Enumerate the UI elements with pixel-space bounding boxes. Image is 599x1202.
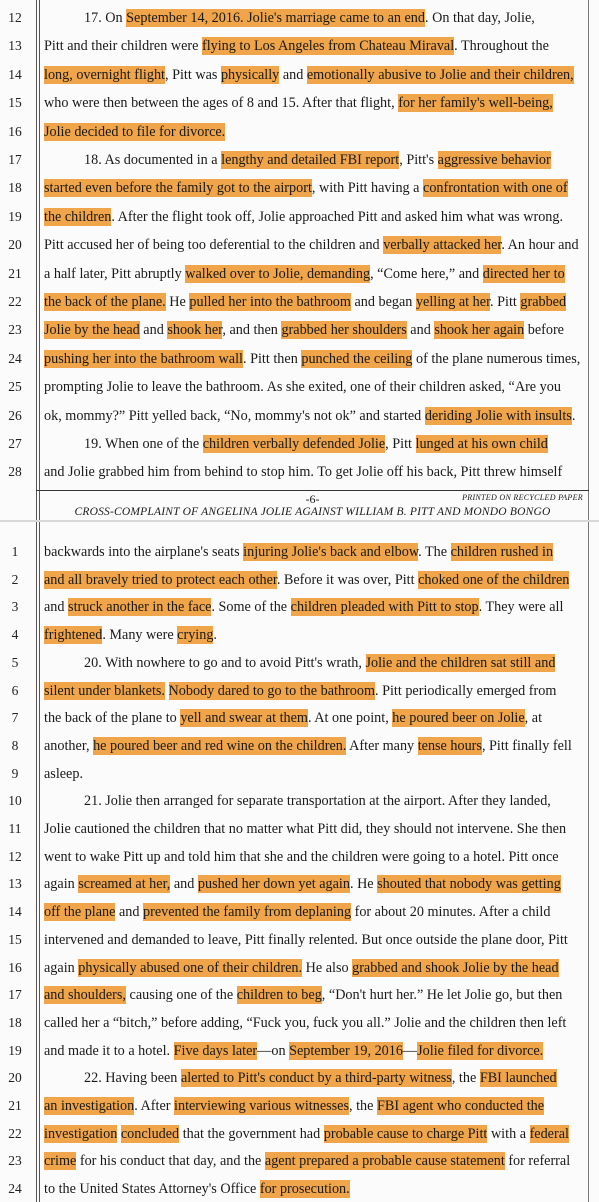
highlighted-text: crying — [177, 627, 214, 644]
text-line — [0, 1039, 599, 1063]
highlighted-text: interviewing various witnesses — [174, 1098, 349, 1114]
line-number: 13 — [8, 38, 22, 54]
highlighted-text: walked over to Jolie, demanding — [185, 265, 371, 282]
text-segment: to the United States Attorney's Office — [44, 1181, 260, 1198]
highlighted-text: Jolie filed for divorce. — [417, 1042, 544, 1059]
text-segment: ok, mommy?” Pitt yelled back, “No, mommy's not ok” and started — [44, 407, 425, 424]
text-segment: . — [213, 627, 217, 644]
highlighted-text: injuring Jolie's back and elbow — [243, 544, 419, 560]
text-line — [0, 623, 599, 647]
line-text — [44, 734, 585, 758]
text-segment: , and then — [222, 322, 282, 339]
text-segment: and — [115, 904, 144, 921]
text-segment: . Pitt then — [243, 350, 302, 367]
text-line — [0, 1122, 599, 1146]
highlighted-text: verbally attacked her — [383, 237, 502, 254]
highlighted-text: to Jolie and their children, — [421, 66, 574, 83]
text-segment: . An hour and — [501, 237, 579, 254]
text-line — [0, 205, 599, 229]
text-segment: 18. As documented in a — [84, 152, 222, 168]
text-line — [0, 1011, 599, 1035]
line-text — [44, 34, 585, 58]
highlighted-text: and shoulders, — [44, 987, 126, 1004]
line-text — [44, 1177, 585, 1201]
highlighted-text: agent prepared a probable cause statement — [264, 1153, 505, 1170]
line-number: 17 — [8, 152, 22, 167]
line-text — [44, 63, 585, 87]
text-segment: . Pitt periodically emerged from — [374, 682, 557, 699]
highlighted-text: he poured beer on Jolie — [392, 710, 525, 727]
text-segment: for referral — [504, 1153, 571, 1170]
line-number: 24 — [8, 350, 22, 366]
text-segment: and — [279, 66, 307, 83]
text-segment: intervened and demanded to leave, Pitt finally relented. But once outside the plane door, Pitt — [44, 931, 568, 948]
highlighted-text: flying to Los Angeles from Chateau Miraval — [201, 38, 455, 55]
document-caption: CROSS-COMPLAINT OF ANGELINA JOLIE AGAINST WILLIAM B. PITT AND MONDO BONGO — [74, 506, 551, 518]
line-number: 14 — [8, 66, 22, 82]
highlighted-text: tense hours — [417, 737, 482, 754]
highlighted-text: confrontation with one of — [423, 180, 568, 197]
line-number: 15 — [8, 95, 22, 111]
line-text — [44, 1094, 585, 1118]
text-segment: . After the flight took off, Jolie approached Pitt and asked him what was wrong. — [111, 208, 564, 225]
line-text — [44, 928, 585, 952]
text-line — [0, 789, 599, 813]
line-number: 12 — [8, 848, 22, 864]
text-segment: 20. With nowhere to go and to avoid Pitt's wrath, — [84, 654, 366, 671]
page-footer — [36, 490, 589, 522]
text-segment: and Jolie grabbed him from behind to stop him. To get Jolie off his back, Pitt threw himself — [44, 464, 563, 481]
text-segment: . They were all — [478, 599, 564, 616]
line-number: 18 — [8, 180, 22, 196]
text-segment: backwards into the airplane's seats — [44, 544, 244, 560]
text-segment: Pitt and their children were — [44, 38, 202, 55]
highlighted-text: the back of the plane. — [44, 294, 166, 310]
line-number: 1 — [11, 544, 19, 559]
highlighted-text: lengthy and detailed FBI report — [221, 152, 400, 168]
line-number: 6 — [11, 682, 19, 698]
text-line — [0, 956, 599, 980]
text-segment: and — [139, 322, 168, 339]
text-segment: . — [571, 407, 576, 424]
highlighted-text: physically — [220, 66, 280, 83]
text-segment: the back of the plane to — [44, 710, 181, 727]
line-number: 14 — [8, 904, 22, 920]
text-line — [0, 1177, 599, 1201]
line-number: 8 — [11, 737, 19, 753]
text-line — [0, 734, 599, 758]
text-line — [0, 347, 599, 371]
printed-note: PRINTED ON RECYCLED PAPER — [462, 493, 583, 502]
line-text — [44, 1149, 585, 1173]
line-text — [44, 375, 585, 399]
text-segment: After many — [346, 737, 418, 754]
text-segment: , the — [348, 1098, 377, 1114]
line-text — [44, 1122, 585, 1146]
highlighted-text: grabbed and shook Jolie by the head — [352, 959, 559, 976]
text-segment: . Some of the — [211, 599, 291, 616]
line-text — [44, 205, 585, 229]
text-segment: Pitt accused her of being too deferential to the children and — [44, 237, 384, 254]
text-line — [0, 404, 599, 428]
line-text — [44, 1011, 585, 1035]
highlighted-text: lunged at his own child — [415, 436, 548, 452]
highlighted-text: yell and swear at them — [180, 710, 308, 727]
highlighted-text: children verbally defended Jolie — [202, 436, 386, 452]
highlighted-text: shook her again — [434, 322, 525, 339]
highlighted-text: Jolie decided to file for divorce. — [44, 123, 226, 140]
highlighted-text: screamed at her, — [78, 876, 171, 893]
line-number: 12 — [8, 10, 22, 25]
line-text — [44, 817, 585, 841]
document-page-6 — [0, 0, 599, 520]
highlighted-text: choked one of the children — [418, 571, 570, 588]
text-segment: for about 20 minutes. After a child — [351, 904, 551, 921]
line-text — [44, 347, 585, 371]
text-segment: a half later, Pitt abruptly — [44, 265, 186, 282]
line-number: 9 — [11, 765, 19, 781]
line-text — [84, 1066, 585, 1090]
line-number: 13 — [8, 876, 22, 892]
line-number: 16 — [8, 123, 22, 139]
text-segment: , the — [451, 1070, 480, 1087]
text-segment: . Pitt — [490, 294, 521, 310]
text-segment: of the plane numerous times, — [412, 350, 581, 367]
highlighted-text: frightened — [44, 627, 103, 644]
page-number: -6- — [305, 492, 320, 506]
line-number: 4 — [11, 627, 19, 643]
text-line — [0, 460, 599, 484]
text-segment: , at — [524, 710, 543, 727]
line-text — [44, 872, 585, 896]
text-line — [0, 63, 599, 87]
highlighted-text: for prosecution. — [259, 1181, 350, 1198]
highlighted-text: directed her to — [482, 265, 565, 282]
highlighted-text: children rushed in — [450, 544, 554, 560]
highlighted-text: aggressive behavior — [437, 152, 551, 168]
text-segment: that the government had — [179, 1125, 324, 1142]
line-text — [44, 845, 585, 869]
line-text — [44, 595, 585, 619]
text-segment: again — [44, 876, 79, 893]
text-segment: again — [44, 959, 79, 976]
line-number: 20 — [8, 1070, 22, 1086]
text-segment: , Pitt — [385, 436, 416, 452]
highlighted-text: emotionally abusive — [306, 66, 422, 83]
highlighted-text: pulled her into the bathroom — [189, 294, 351, 310]
text-segment: . The — [418, 544, 451, 560]
text-segment: prompting Jolie to leave the bathroom. As she exited, one of their children asked, “Are you — [44, 379, 561, 396]
highlighted-text: physically abused one of their children. — [78, 959, 303, 976]
highlighted-text: deriding Jolie with insults — [424, 407, 572, 424]
line-number: 22 — [8, 294, 22, 309]
line-text — [84, 148, 585, 172]
text-segment: . On that day, Jolie, — [425, 10, 535, 26]
highlighted-text: concluded — [120, 1125, 180, 1142]
line-number: 18 — [8, 1014, 22, 1030]
text-line — [0, 872, 599, 896]
text-line — [0, 651, 599, 675]
text-segment: and — [406, 322, 435, 339]
highlighted-text: Jolie by the head — [44, 322, 140, 339]
line-text — [44, 262, 585, 286]
line-number: 15 — [8, 931, 22, 947]
line-number: 21 — [8, 265, 22, 281]
page-6-lines — [0, 0, 599, 520]
text-line — [0, 679, 599, 703]
highlighted-text: silent under blankets. — [44, 682, 165, 699]
highlighted-text: he poured beer and red wine on the children. — [93, 737, 347, 754]
line-text — [44, 91, 585, 115]
text-segment: . After — [134, 1098, 175, 1114]
text-segment: for his conduct that day, and the — [76, 1153, 265, 1170]
text-line — [0, 34, 599, 58]
line-text — [44, 762, 585, 786]
line-text — [44, 290, 585, 314]
highlighted-text: crime — [44, 1153, 77, 1170]
text-line — [0, 318, 599, 342]
line-number: 3 — [11, 599, 19, 615]
text-segment: He — [165, 294, 190, 310]
text-line — [0, 432, 599, 456]
text-segment: , “Don't hurt her.” He let Jolie go, but then — [321, 987, 563, 1004]
line-text — [84, 6, 585, 30]
line-number: 11 — [8, 821, 22, 836]
highlighted-text: Nobody dared to go to the bathroom — [168, 682, 375, 699]
line-number: 20 — [8, 237, 22, 253]
text-line — [0, 928, 599, 952]
line-number: 26 — [8, 407, 22, 423]
text-segment: 17. On — [84, 10, 127, 26]
text-line — [0, 262, 599, 286]
text-line — [0, 148, 599, 172]
line-number: 19 — [8, 208, 22, 224]
text-segment: before — [524, 322, 564, 339]
text-segment: He also — [302, 959, 353, 976]
text-segment: , with Pitt having a — [311, 180, 424, 197]
line-text — [44, 706, 585, 730]
line-number: 10 — [8, 793, 22, 809]
line-number: 24 — [8, 1181, 22, 1197]
text-segment: and made it to a hotel. — [44, 1042, 174, 1059]
highlighted-text: investigation — [44, 1125, 118, 1142]
text-line — [0, 817, 599, 841]
line-text — [44, 318, 585, 342]
highlighted-text: federal — [529, 1125, 569, 1142]
text-line — [0, 1149, 599, 1173]
highlighted-text: for her family's well-being, — [398, 95, 553, 112]
line-text — [44, 956, 585, 980]
text-segment: , Pitt finally fell — [481, 737, 572, 754]
page-7-lines — [0, 522, 599, 1202]
line-number: 21 — [8, 1098, 22, 1113]
text-line — [0, 120, 599, 144]
line-number: 2 — [11, 571, 19, 587]
line-text — [44, 983, 585, 1007]
text-line — [0, 176, 599, 200]
text-line — [0, 983, 599, 1007]
text-line — [0, 91, 599, 115]
text-segment: . Throughout the — [454, 38, 549, 55]
highlighted-text: off the plane — [44, 904, 116, 921]
text-segment: and — [44, 599, 69, 616]
line-number: 16 — [8, 959, 22, 975]
highlighted-text: September 14, 2016. Jolie's marriage came to an end — [126, 10, 425, 26]
text-segment: and — [170, 876, 198, 893]
line-text — [84, 789, 585, 813]
text-segment: —on — [257, 1042, 290, 1059]
line-number: 5 — [11, 654, 19, 670]
line-text — [84, 432, 585, 456]
document-page-7 — [0, 520, 599, 1202]
text-segment: and began — [350, 294, 416, 310]
text-segment: 21. Jolie then arranged for separate transportation at the airport. After they landed, — [84, 793, 551, 810]
line-text — [84, 651, 585, 675]
text-segment: 19. When one of the — [84, 436, 203, 452]
text-segment: . At one point, — [307, 710, 393, 727]
line-text — [44, 568, 585, 592]
line-text — [44, 679, 585, 703]
text-segment: . Many were — [102, 627, 178, 644]
highlighted-text: probable cause to charge Pitt — [323, 1125, 488, 1142]
highlighted-text: long, overnight flight — [44, 66, 165, 83]
line-number: 23 — [8, 1153, 22, 1169]
line-number: 27 — [8, 436, 22, 451]
line-number: 19 — [8, 1042, 22, 1058]
text-segment: . He — [349, 876, 378, 893]
text-segment: with a — [487, 1125, 530, 1142]
line-text — [44, 176, 585, 200]
text-segment: , “Come here,” and — [370, 265, 483, 282]
text-segment: another, — [44, 737, 94, 754]
text-line — [0, 845, 599, 869]
text-line — [0, 540, 599, 564]
line-text — [44, 540, 585, 564]
text-line — [0, 762, 599, 786]
highlighted-text: FBI launched — [479, 1070, 557, 1087]
text-line — [0, 1094, 599, 1118]
text-segment: — — [402, 1042, 418, 1059]
text-line — [0, 1066, 599, 1090]
text-line — [0, 375, 599, 399]
text-line — [0, 595, 599, 619]
highlighted-text: yelling at her — [415, 294, 491, 310]
line-number: 17 — [8, 987, 22, 1003]
text-line — [0, 233, 599, 257]
line-text — [44, 233, 585, 257]
text-segment: Jolie cautioned the children that no matter what Pitt did, they should not intervene. She then — [44, 821, 567, 837]
line-text — [44, 1039, 585, 1063]
highlighted-text: children pleaded with Pitt to stop — [290, 599, 479, 616]
text-segment: , Pitt's — [399, 152, 438, 168]
line-number: 25 — [8, 379, 22, 395]
highlighted-text: Jolie and the children sat still and — [365, 654, 556, 671]
text-line — [0, 900, 599, 924]
highlighted-text: FBI agent who conducted the — [376, 1098, 545, 1114]
line-number: 28 — [8, 464, 22, 480]
text-line — [0, 706, 599, 730]
highlighted-text: shouted that nobody was getting — [377, 876, 561, 893]
line-text — [44, 404, 585, 428]
highlighted-text: shook her — [167, 322, 223, 339]
text-segment: called her a “bitch,” before adding, “Fuck you, fuck you all.” Jolie and the children then left — [44, 1014, 567, 1031]
highlighted-text: grabbed — [520, 294, 567, 310]
text-segment: . Before it was over, Pitt — [276, 571, 419, 588]
line-number: 23 — [8, 322, 22, 338]
text-segment: asleep. — [44, 765, 83, 782]
highlighted-text: struck another in the face — [68, 599, 212, 616]
text-segment: , Pitt was — [164, 66, 221, 83]
highlighted-text: the children — [44, 208, 112, 225]
text-segment: causing one of the — [125, 987, 237, 1004]
highlighted-text: and all bravely tried to protect each other — [44, 571, 277, 588]
highlighted-text: prevented the family from deplaning — [143, 904, 352, 921]
highlighted-text: pushing her into the bathroom wall — [44, 350, 243, 367]
text-segment: who were then between the ages of 8 and 15. After that flight, — [44, 95, 399, 112]
line-text — [44, 460, 585, 484]
text-segment: went to wake Pitt up and told him that she and the children were going to a hotel. Pitt once — [44, 848, 559, 865]
text-line — [0, 568, 599, 592]
highlighted-text: alerted to Pitt's conduct by a third-party witness — [180, 1070, 452, 1087]
highlighted-text: Five days later — [173, 1042, 258, 1059]
line-number: 22 — [8, 1125, 22, 1141]
line-text — [44, 120, 585, 144]
highlighted-text: September 19, 2016 — [289, 1042, 403, 1059]
highlighted-text: children to beg — [236, 987, 322, 1004]
line-number: 7 — [11, 710, 19, 726]
text-segment: 22. Having been — [84, 1070, 181, 1087]
text-segment — [165, 683, 169, 699]
highlighted-text: started even before the family got to the airport — [44, 180, 312, 197]
text-line — [0, 290, 599, 314]
highlighted-text: an investigation — [44, 1098, 135, 1114]
highlighted-text: pushed her down yet again — [197, 876, 350, 893]
highlighted-text: grabbed her shoulders — [281, 322, 407, 339]
line-text — [44, 900, 585, 924]
highlighted-text: punched the ceiling — [301, 350, 413, 367]
text-line — [0, 6, 599, 30]
line-text — [44, 623, 585, 647]
